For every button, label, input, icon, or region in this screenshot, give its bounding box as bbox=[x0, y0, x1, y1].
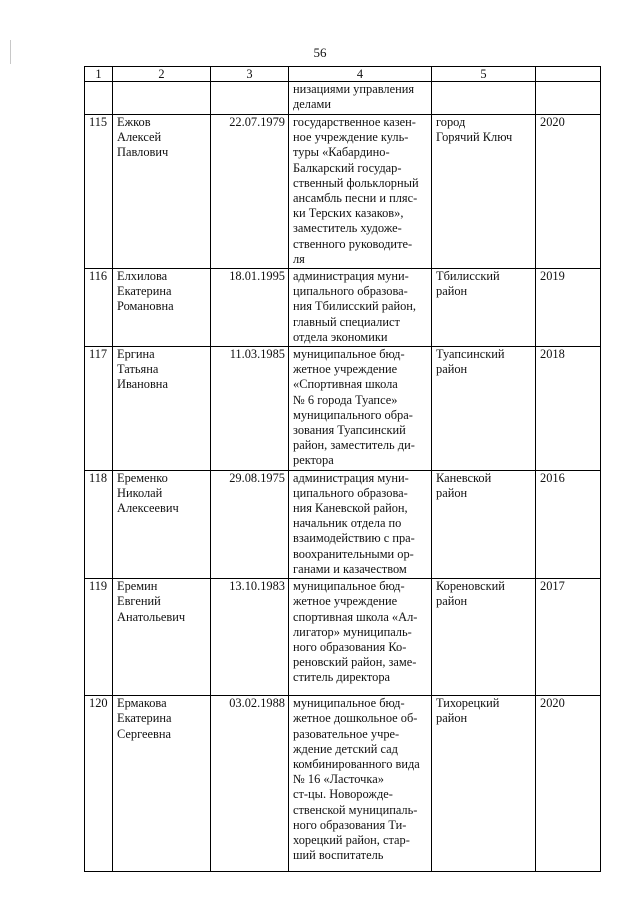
row-number: 117 bbox=[89, 347, 108, 362]
person-name: Елхилова Екатерина Романовна bbox=[117, 269, 174, 314]
page-number: 56 bbox=[313, 45, 327, 60]
row-number: 118 bbox=[89, 470, 108, 485]
place-cell: Каневской район bbox=[436, 470, 492, 500]
row-number: 116 bbox=[89, 269, 108, 284]
row-number: 115 bbox=[89, 115, 108, 129]
birth-date: 29.08.1975 bbox=[229, 470, 285, 485]
org-cell: администрация муни- ципального образова- ния Тбилисский район, главный специалист отдела экономики bbox=[293, 269, 417, 344]
year-cell: 2019 bbox=[540, 269, 565, 284]
org-cell: государственное казен- ное учреждение куль- туры «Кабардино- Балкарский государ- ственный фольклорный ансамбль песни и пляс- ки Терских казаков», заместитель художе- ственного руководите- ля bbox=[293, 115, 419, 266]
place-cell: Тихорецкий район bbox=[436, 696, 500, 726]
table-row bbox=[85, 347, 601, 471]
birth-date: 18.01.1995 bbox=[229, 269, 285, 284]
table-row bbox=[85, 115, 601, 269]
org-cell: администрация муни- ципального образова- ния Каневской район, начальник отдела по взаимодействию с пра- воохранительными ор- ганами и казачеством bbox=[293, 470, 415, 576]
header-col-6 bbox=[536, 67, 601, 82]
year-cell: 2016 bbox=[540, 470, 565, 485]
year-cell: 2018 bbox=[540, 347, 565, 362]
person-name: Ежков Алексей Павлович bbox=[117, 115, 169, 160]
birth-date: 13.10.1983 bbox=[229, 579, 285, 594]
registry-table bbox=[84, 66, 601, 872]
table-row-continuation bbox=[85, 82, 601, 115]
header-col-3: 3 bbox=[211, 67, 289, 82]
person-name: Ермакова Екатерина Сергеевна bbox=[117, 696, 172, 741]
header-col-4: 4 bbox=[289, 67, 432, 82]
place-cell: Туапсинский район bbox=[436, 347, 505, 377]
birth-date: 22.07.1979 bbox=[229, 115, 285, 129]
header-col-5: 5 bbox=[432, 67, 536, 82]
place-cell: город Горячий Ключ bbox=[436, 115, 513, 145]
header-col-1: 1 bbox=[85, 67, 113, 82]
table-row bbox=[85, 269, 601, 347]
org-cell: муниципальное бюд- жетное учреждение «Спортивная школа № 6 города Туапсе» муниципального обра- зования Туапсинский район, заместитель ди- ректора bbox=[293, 347, 415, 468]
year-cell: 2020 bbox=[540, 696, 565, 711]
row-number: 119 bbox=[89, 579, 108, 594]
year-cell: 2020 bbox=[540, 115, 565, 129]
person-name: Ергина Татьяна Ивановна bbox=[117, 347, 168, 392]
header-col-2: 2 bbox=[113, 67, 211, 82]
row-number: 120 bbox=[89, 696, 108, 711]
org-cell: низациями управления делами bbox=[293, 82, 415, 112]
org-cell: муниципальное бюд- жетное учреждение спортивная школа «Ал- лигатор» муниципаль- ного образования Ко- реновский район, замe- ститель директора bbox=[293, 579, 418, 685]
table-row bbox=[85, 470, 601, 578]
org-cell: муниципальное бюд- жетное дошкольное об- разовательное учре- ждение детский сад комбинированного вида № 16 «Ласточка» ст-цы. Новорожде- ственской муниципаль- ного образования Ти- хорецкий район, стар- ший воспитатель bbox=[293, 696, 420, 863]
year-cell: 2017 bbox=[540, 579, 565, 594]
place-cell: Кореновский район bbox=[436, 579, 505, 609]
table-row bbox=[85, 579, 601, 696]
birth-date: 03.02.1988 bbox=[229, 696, 285, 711]
table-header-row bbox=[85, 67, 601, 82]
table-row bbox=[85, 696, 601, 872]
place-cell: Тбилисский район bbox=[436, 269, 500, 299]
birth-date: 11.03.1985 bbox=[229, 347, 285, 362]
person-name: Еременко Николай Алексеевич bbox=[117, 470, 179, 516]
person-name: Еремин Евгений Анатольевич bbox=[117, 579, 186, 624]
